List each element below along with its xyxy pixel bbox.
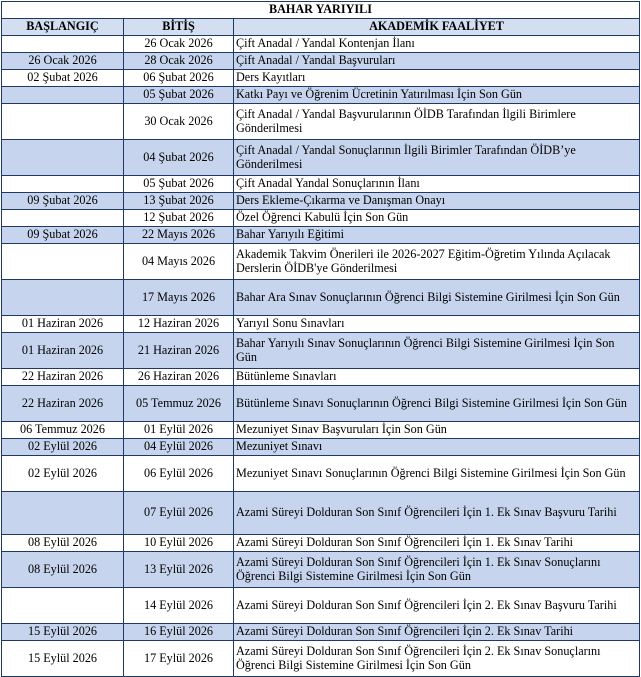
end-date-cell: 28 Ocak 2026 (124, 53, 234, 70)
start-date-cell (2, 176, 124, 193)
table-row (2, 227, 640, 244)
end-date-cell: 07 Eylül 2026 (124, 492, 234, 535)
start-date-cell: 09 Şubat 2026 (2, 227, 124, 244)
end-date-cell: 04 Eylül 2026 (124, 439, 234, 456)
end-date-cell: 01 Eylül 2026 (124, 422, 234, 439)
table-title-row (2, 2, 640, 19)
end-date-cell: 14 Eylül 2026 (124, 588, 234, 624)
activity-cell: Bahar Ara Sınav Sonuçlarının Öğrenci Bilgi Sistemine Girilmesi İçin Son Gün (234, 280, 640, 316)
activity-cell: Azami Süreyi Dolduran Son Sınıf Öğrencileri İçin 1. Ek Sınav Başvuru Tarihi (234, 492, 640, 535)
start-date-cell: 15 Eylül 2026 (2, 641, 124, 677)
start-date-cell: 08 Eylül 2026 (2, 535, 124, 552)
start-date-cell (2, 588, 124, 624)
start-date-cell (2, 492, 124, 535)
end-date-cell: 05 Şubat 2026 (124, 176, 234, 193)
table-row (2, 439, 640, 456)
start-date-cell: 01 Haziran 2026 (2, 316, 124, 333)
activity-cell: Ders Ekleme-Çıkarma ve Danışman Onayı (234, 193, 640, 210)
start-date-cell (2, 210, 124, 227)
table-row (2, 210, 640, 227)
end-date-cell: 06 Şubat 2026 (124, 70, 234, 87)
start-date-cell: 02 Şubat 2026 (2, 70, 124, 87)
end-date-cell: 04 Mayıs 2026 (124, 244, 234, 280)
table-row (2, 641, 640, 677)
start-date-cell (2, 104, 124, 140)
end-date-cell: 30 Ocak 2026 (124, 104, 234, 140)
end-date-cell: 04 Şubat 2026 (124, 140, 234, 176)
table-row (2, 422, 640, 439)
activity-cell: Azami Süreyi Dolduran Son Sınıf Öğrencileri İçin 1. Ek Sınav Tarihi (234, 535, 640, 552)
activity-cell: Azami Süreyi Dolduran Son Sınıf Öğrencileri İçin 2. Ek Sınav Başvuru Tarihi (234, 588, 640, 624)
end-date-cell: 12 Şubat 2026 (124, 210, 234, 227)
activity-cell: Mezuniyet Sınavı (234, 439, 640, 456)
table-row (2, 280, 640, 316)
end-date-cell: 10 Eylül 2026 (124, 535, 234, 552)
start-date-cell: 22 Haziran 2026 (2, 369, 124, 386)
end-date-cell: 13 Şubat 2026 (124, 193, 234, 210)
table-row (2, 70, 640, 87)
activity-cell: Çift Anadal / Yandal Sonuçlarının İlgili Birimler Tarafından ÖİDB’ye Gönderilmesi (234, 140, 640, 176)
activity-cell: Akademik Takvim Önerileri ile 2026-2027 Eğitim-Öğretim Yılında Açılacak Derslerin ÖİDB'ye Gönderilmesi (234, 244, 640, 280)
table-row (2, 244, 640, 280)
calendar-rows (2, 36, 640, 677)
end-column-header: BİTİŞ (124, 19, 234, 36)
activity-cell: Katkı Payı ve Öğrenim Ücretinin Yatırılması İçin Son Gün (234, 87, 640, 104)
activity-cell: Çift Anadal / Yandal Başvuruları (234, 53, 640, 70)
end-date-cell: 22 Mayıs 2026 (124, 227, 234, 244)
start-date-cell: 06 Temmuz 2026 (2, 422, 124, 439)
end-date-cell: 12 Haziran 2026 (124, 316, 234, 333)
activity-cell: Ders Kayıtları (234, 70, 640, 87)
activity-cell: Mezuniyet Sınavı Sonuçlarının Öğrenci Bilgi Sistemine Girilmesi İçin Son Gün (234, 456, 640, 492)
activity-cell: Çift Anadal / Yandal Başvurularının ÖİDB Tarafından İlgili Birimlere Gönderilmesi (234, 104, 640, 140)
activity-cell: Bahar Yarıyılı Sınav Sonuçlarının Öğrenci Bilgi Sistemine Girilmesi İçin Son Gün (234, 333, 640, 369)
start-date-cell: 02 Eylül 2026 (2, 439, 124, 456)
table-row (2, 87, 640, 104)
start-date-cell: 08 Eylül 2026 (2, 552, 124, 588)
start-date-cell: 26 Ocak 2026 (2, 53, 124, 70)
activity-cell: Azami Süreyi Dolduran Son Sınıf Öğrencileri İçin 1. Ek Sınav Sonuçlarını Öğrenci Bilgi Sistemine Girilmesi İçin Son Gün (234, 552, 640, 588)
table-row (2, 535, 640, 552)
start-date-cell: 09 Şubat 2026 (2, 193, 124, 210)
start-date-cell: 02 Eylül 2026 (2, 456, 124, 492)
activity-cell: Azami Süreyi Dolduran Son Sınıf Öğrencileri İçin 2. Ek Sınav Tarihi (234, 624, 640, 641)
table-row (2, 552, 640, 588)
end-date-cell: 06 Eylül 2026 (124, 456, 234, 492)
activity-column-header: AKADEMİK FAALİYET (234, 19, 640, 36)
end-date-cell: 21 Haziran 2026 (124, 333, 234, 369)
table-title: BAHAR YARIYILI (2, 2, 640, 19)
end-date-cell: 16 Eylül 2026 (124, 624, 234, 641)
activity-cell: Yarıyıl Sonu Sınavları (234, 316, 640, 333)
academic-calendar-table (1, 1, 640, 677)
activity-cell: Bahar Yarıyılı Eğitimi (234, 227, 640, 244)
table-row (2, 624, 640, 641)
end-date-cell: 17 Eylül 2026 (124, 641, 234, 677)
end-date-cell: 13 Eylül 2026 (124, 552, 234, 588)
end-date-cell: 26 Haziran 2026 (124, 369, 234, 386)
start-column-header: BAŞLANGIÇ (2, 19, 124, 36)
start-date-cell (2, 280, 124, 316)
table-row (2, 104, 640, 140)
table-row (2, 53, 640, 70)
table-row (2, 588, 640, 624)
table-row (2, 492, 640, 535)
start-date-cell (2, 244, 124, 280)
activity-cell: Bütünleme Sınavı Sonuçlarının Öğrenci Bilgi Sistemine Girilmesi İçin Son Gün (234, 386, 640, 422)
start-date-cell (2, 140, 124, 176)
start-date-cell: 22 Haziran 2026 (2, 386, 124, 422)
end-date-cell: 26 Ocak 2026 (124, 36, 234, 53)
start-date-cell (2, 87, 124, 104)
table-row (2, 176, 640, 193)
table-row (2, 193, 640, 210)
end-date-cell: 05 Şubat 2026 (124, 87, 234, 104)
start-date-cell (2, 36, 124, 53)
end-date-cell: 17 Mayıs 2026 (124, 280, 234, 316)
activity-cell: Çift Anadal Yandal Sonuçlarının İlanı (234, 176, 640, 193)
table-row (2, 36, 640, 53)
table-row (2, 316, 640, 333)
table-row (2, 386, 640, 422)
activity-cell: Çift Anadal / Yandal Kontenjan İlanı (234, 36, 640, 53)
activity-cell: Mezuniyet Sınav Başvuruları İçin Son Gün (234, 422, 640, 439)
activity-cell: Bütünleme Sınavları (234, 369, 640, 386)
activity-cell: Özel Öğrenci Kabulü İçin Son Gün (234, 210, 640, 227)
end-date-cell: 05 Temmuz 2026 (124, 386, 234, 422)
start-date-cell: 01 Haziran 2026 (2, 333, 124, 369)
table-header-row (2, 19, 640, 36)
table-row (2, 333, 640, 369)
start-date-cell: 15 Eylül 2026 (2, 624, 124, 641)
table-row (2, 140, 640, 176)
table-row (2, 456, 640, 492)
activity-cell: Azami Süreyi Dolduran Son Sınıf Öğrencileri İçin 2. Ek Sınav Sonuçlarını Öğrenci Bilgi Sistemine Girilmesi İçin Son Gün (234, 641, 640, 677)
table-row (2, 369, 640, 386)
